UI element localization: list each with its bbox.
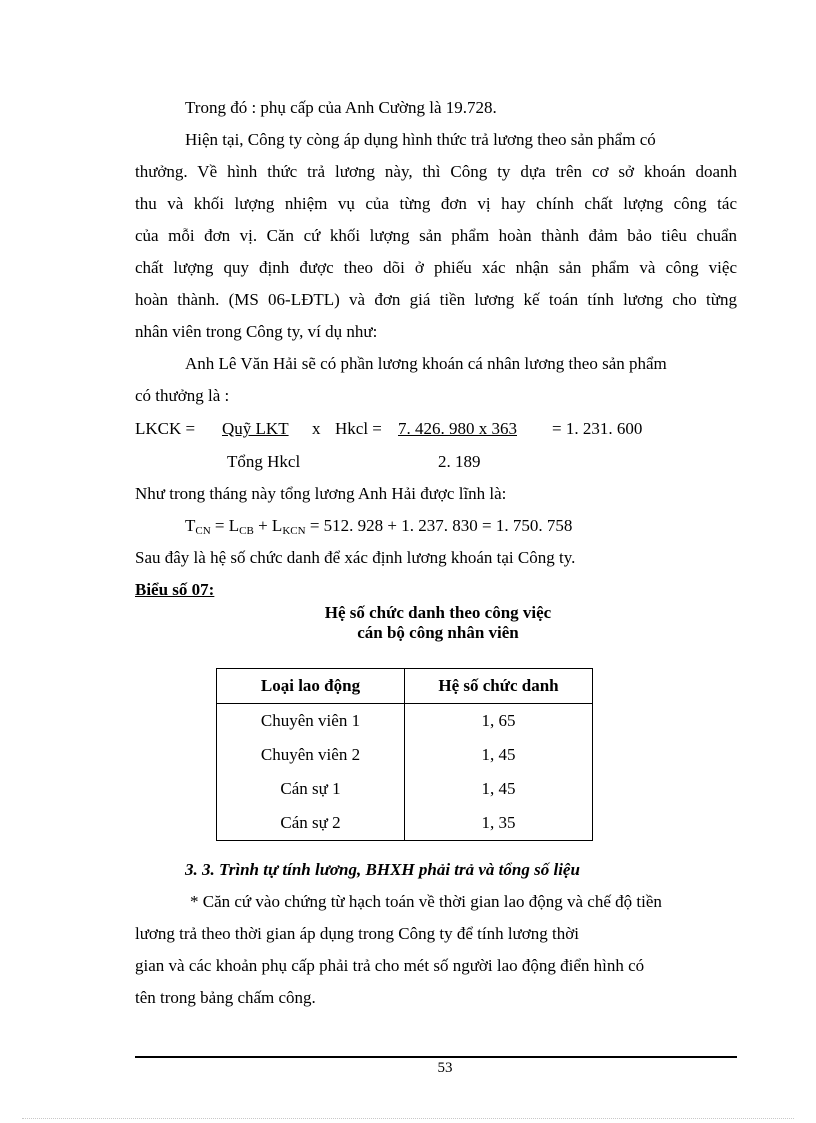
table-cell: Chuyên viên 1 [217,704,405,739]
paragraph-line: thu và khối lượng nhiệm vụ của từng đơn vị hay chính chất lượng công tác [135,194,737,213]
formula-denominator-2: 2. 189 [438,452,481,471]
paragraph-line: của mỗi đơn vị. Căn cứ khối lượng sản phẩm hoàn thành đảm bảo tiêu chuẩn [135,226,737,245]
paragraph-allowance: Trong đó : phụ cấp của Anh Cường là 19.728. [185,98,497,117]
formula-result: = 1. 231. 600 [552,419,643,438]
table-cell: 1, 35 [405,806,593,841]
formula-lhs: LKCK = [135,419,196,438]
table-cell: 1, 65 [405,704,593,739]
paragraph-intro-table: Sau đây là hệ số chức danh để xác định lương khoán tại Công ty. [135,548,576,567]
table-header-cell: Loại lao động [217,669,405,704]
page-border-bottom [22,1118,794,1119]
table-cell: 1, 45 [405,738,593,772]
paragraph-line: thưởng. Về hình thức trả lương này, thì Công ty dựa trên cơ sở khoán doanh [135,162,737,181]
formula-times: x [312,419,321,438]
formula-numerator-1: Quỹ LKT [222,419,289,438]
paragraph-line: Anh Lê Văn Hải sẽ có phần lương khoán cá nhân lương theo sản phẩm [185,354,667,373]
table-row [217,704,593,739]
paragraph-line: có thưởng là : [135,386,230,405]
table-title-line-1: Hệ số chức danh theo công việc [324,603,552,622]
paragraph-total-salary: Như trong tháng này tổng lương Anh Hải được lĩnh là: [135,484,507,503]
table-header-row [217,669,593,704]
table-cell: Cán sự 2 [217,806,405,841]
table-row [217,806,593,841]
section-heading: 3. 3. Trình tự tính lương, BHXH phải trả và tổng số liệu [185,860,580,879]
coefficient-table [216,668,593,841]
formula-denominator-1: Tổng Hkcl [227,452,301,471]
paragraph-line: gian và các khoản phụ cấp phải trả cho mét số người lao động điển hình có [135,956,645,975]
table-cell: Chuyên viên 2 [217,738,405,772]
table-row [217,738,593,772]
paragraph-line: * Căn cứ vào chứng từ hạch toán về thời gian lao động và chế độ tiền [190,892,662,911]
paragraph-line: chất lượng quy định được theo dõi ở phiếu xác nhận sản phẩm và công việc [135,258,737,277]
paragraph-line: nhân viên trong Công ty, ví dụ như: [135,322,378,341]
table-cell: 1, 45 [405,772,593,806]
formula-hkcl: Hkcl = [335,419,382,438]
table-row [217,772,593,806]
paragraph-line: lương trả theo thời gian áp dụng trong Công ty để tính lương thời [135,924,579,943]
formula-numerator-2: 7. 426. 980 x 363 [398,419,517,438]
table-label: Biểu số 07: [135,580,215,599]
table-title-line-2: cán bộ công nhân viên [357,623,519,642]
paragraph-line: Hiện tại, Công ty còng áp dụng hình thức trả lương theo sản phẩm có [185,130,656,149]
paragraph-line: tên trong bảng chấm công. [135,988,316,1007]
table-cell: Cán sự 1 [217,772,405,806]
paragraph-line: hoàn thành. (MS 06-LĐTL) và đơn giá tiền lương kế toán tính lương cho từng [135,290,737,309]
formula-tcn: $T_{CN} = L_{CB} + L_{KCN} = 512$. 928 + 1. 237. 830 = 1. 750. 758 [185,516,573,537]
table-header-cell: Hệ số chức danh [405,669,593,704]
page-number: 53 [437,1060,453,1076]
